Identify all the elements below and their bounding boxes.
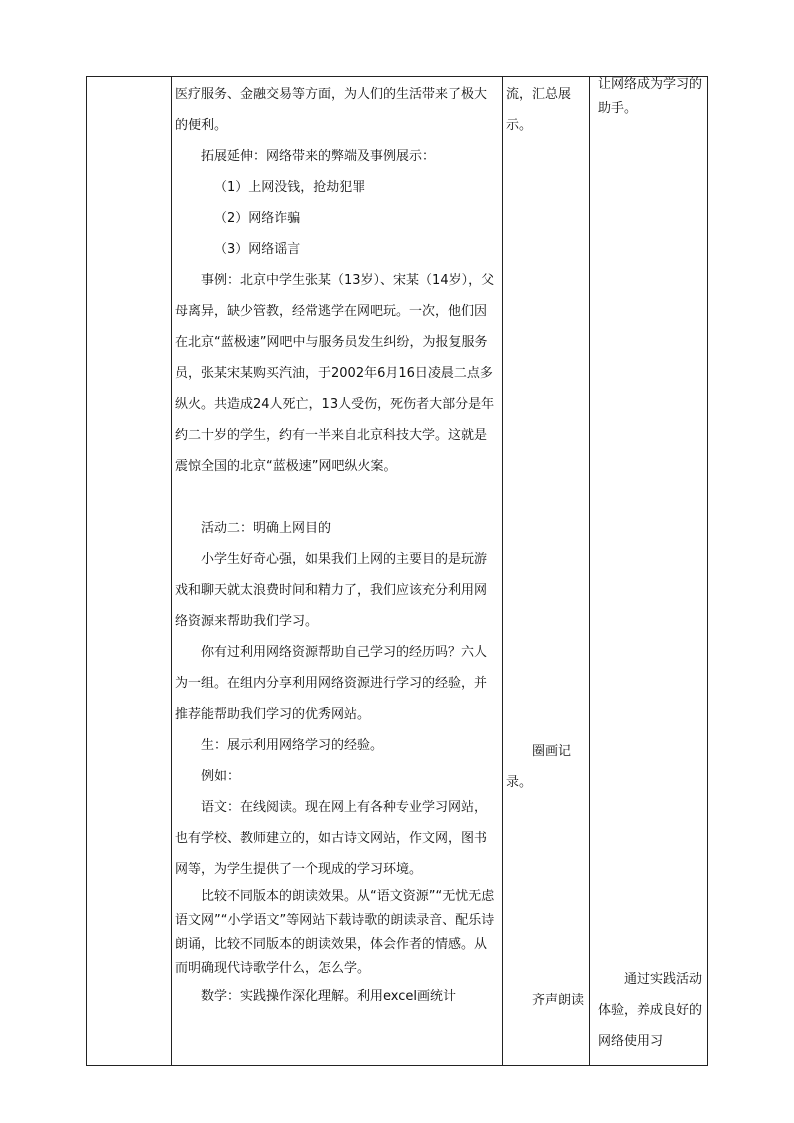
activity-heading: 活动二：明确上网目的: [201, 521, 332, 536]
paragraph: 语文：在线阅读。现在网上有各种专业学习网站，也有学校、教师建立的，如古诗文网站，作文网，图书网等，为学生提供了一个现成的学习环境。: [175, 800, 488, 877]
column-divider: [589, 77, 590, 1065]
student-activity-b: 圈画记录。: [506, 744, 572, 790]
spacer: [175, 482, 497, 513]
paragraph: 你有过利用网络资源帮助自己学习的经历吗？六人为一组。在组内分享利用网络资源进行学习的经验，并推荐能帮助我们学习的优秀网站。: [175, 645, 488, 722]
list-item: （2）网络诈骗: [214, 211, 301, 226]
column-divider: [171, 77, 172, 1065]
paragraph: 比较不同版本的朗读效果。从“语文资源”“无忧无虑语文网”“小学语文”等网站下载诗歌的朗读录音、配乐诗朗诵，比较不同版本的朗读效果，体会作者的情感。从而明确现代诗歌学什么，怎么学。: [175, 889, 495, 976]
case-paragraph: 事例：北京中学生张某（13岁）、宋某（14岁），父母离异，缺少管教，经常逃学在网吧玩。一次，他们因在北京“蓝极速”网吧中与服务员发生纠纷，为报复服务员，张某宋某购买汽油，于2002年6月16日凌晨二点多纵火。共造成24人死亡，13人受伤，死伤者大部分是年约二十岁的学生，约有一半来自北京科技大学。这就是震惊全国的北京“蓝极速”网吧纵火案。: [175, 273, 495, 474]
paragraph: 例如：: [201, 769, 241, 784]
paragraph: 数学：实践操作深化理解。利用excel画统计: [201, 989, 456, 1004]
column-divider: [502, 77, 503, 1065]
student-activity-c: 齐声朗读: [532, 993, 585, 1008]
paragraph: 小学生好奇心强，如果我们上网的主要目的是玩游戏和聊天就太浪费时间和精力了，我们应该充分利用网络资源来帮助我们学习。: [175, 552, 488, 629]
lesson-table: [86, 76, 708, 1066]
list-item: （1）上网没钱，抢劫犯罪: [214, 180, 366, 195]
design-intent-a: 让网络成为学习的助手。: [598, 77, 703, 116]
list-item: （3）网络谣言: [214, 242, 301, 257]
paragraph: 医疗服务、金融交易等方面，为人们的生活带来了极大的便利。: [175, 87, 488, 133]
design-intent-b: 通过实践活动体验，养成良好的网络使用习: [598, 972, 703, 1049]
teaching-content-column: [175, 79, 497, 1012]
student-activity-a: 流，汇总展示。: [506, 87, 572, 133]
paragraph: 生：展示利用网络学习的经验。: [201, 738, 384, 753]
paragraph-extension: 拓展延伸：网络带来的弊端及事例展示：: [201, 149, 436, 164]
